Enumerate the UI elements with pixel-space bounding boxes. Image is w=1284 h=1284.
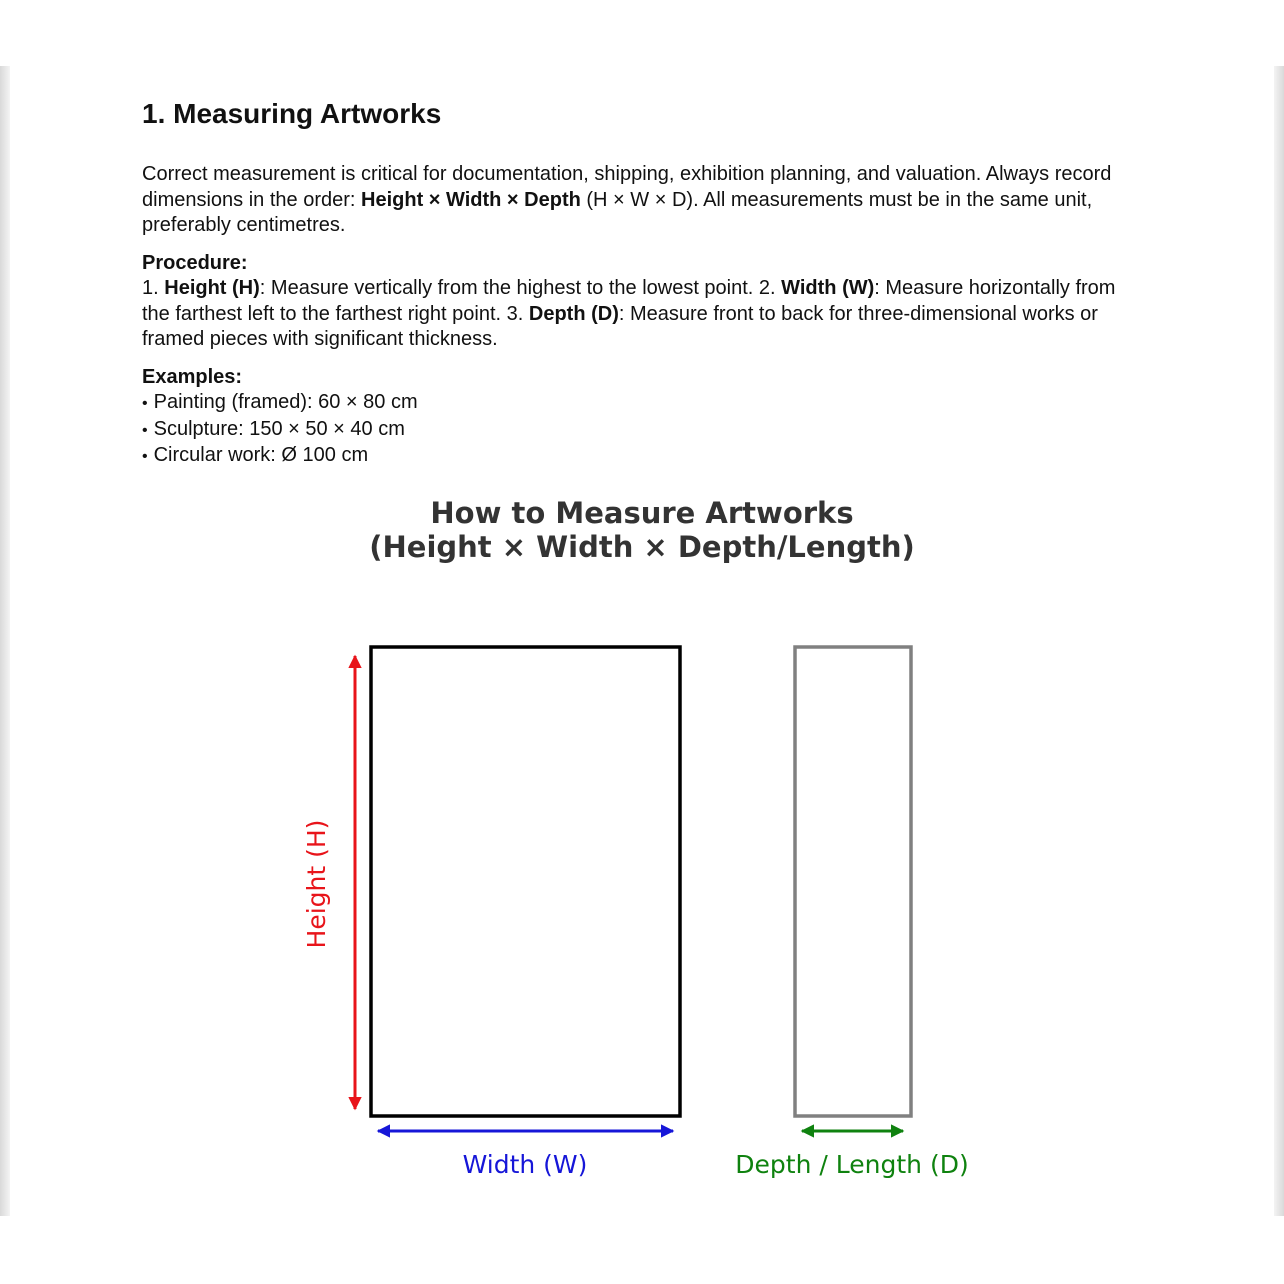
examples-paragraph <box>142 365 1142 391</box>
examples-heading: Examples: <box>142 365 243 388</box>
intro-text-1: Correct measurement is critical for documentation, shipping, exhibition planning, and valuation. Always record dimensions in the order: <box>142 163 1112 211</box>
step2-text: : Measure horizontally from the farthest left to the farthest right point. 3. <box>142 277 1116 325</box>
diagram-title-line1: How to Measure Artworks <box>430 496 854 530</box>
section-title: 1. Measuring Artworks <box>142 98 442 129</box>
step1-text: : Measure vertically from the highest to the lowest point. 2. <box>259 277 782 299</box>
step2-term: Width (W) <box>781 277 875 299</box>
step1-term: Height (H) <box>164 277 260 299</box>
procedure-paragraph <box>142 251 1142 353</box>
document-page <box>10 66 1274 1216</box>
height-label: Height (H) <box>302 819 331 949</box>
depth-label: Depth / Length (D) <box>735 1150 969 1179</box>
example-item: • Painting (framed): 60 × 80 cm <box>142 390 1142 417</box>
procedure-heading: Procedure: <box>142 251 248 274</box>
artwork-front-rect <box>371 647 680 1116</box>
document-content <box>142 96 1142 470</box>
step1-number: 1. <box>142 277 165 299</box>
examples-list <box>142 390 1142 470</box>
step3-term: Depth (D) <box>528 302 619 325</box>
page-shadow-right <box>1274 66 1284 1216</box>
intro-paragraph <box>142 162 1142 239</box>
step3-text: : Measure front to back for three-dimensional works or framed pieces with significant thickness. <box>142 302 1098 350</box>
diagram-title-line2: (Height × Width × Depth/Length) <box>369 530 915 564</box>
example-item: • Sculpture: 150 × 50 × 40 cm <box>142 417 1142 444</box>
example-item: • Circular work: Ø 100 cm <box>142 443 1142 470</box>
intro-order-bold: Height × Width × Depth <box>361 188 581 211</box>
measurement-diagram <box>10 486 1274 1216</box>
intro-text-2: (H × W × D). All measurements must be in the same unit, preferably centimetres. <box>142 188 1093 236</box>
diagram-svg <box>10 486 1274 1216</box>
artwork-side-rect <box>795 647 911 1116</box>
page-shadow-left <box>0 66 10 1216</box>
width-label: Width (W) <box>462 1150 588 1179</box>
